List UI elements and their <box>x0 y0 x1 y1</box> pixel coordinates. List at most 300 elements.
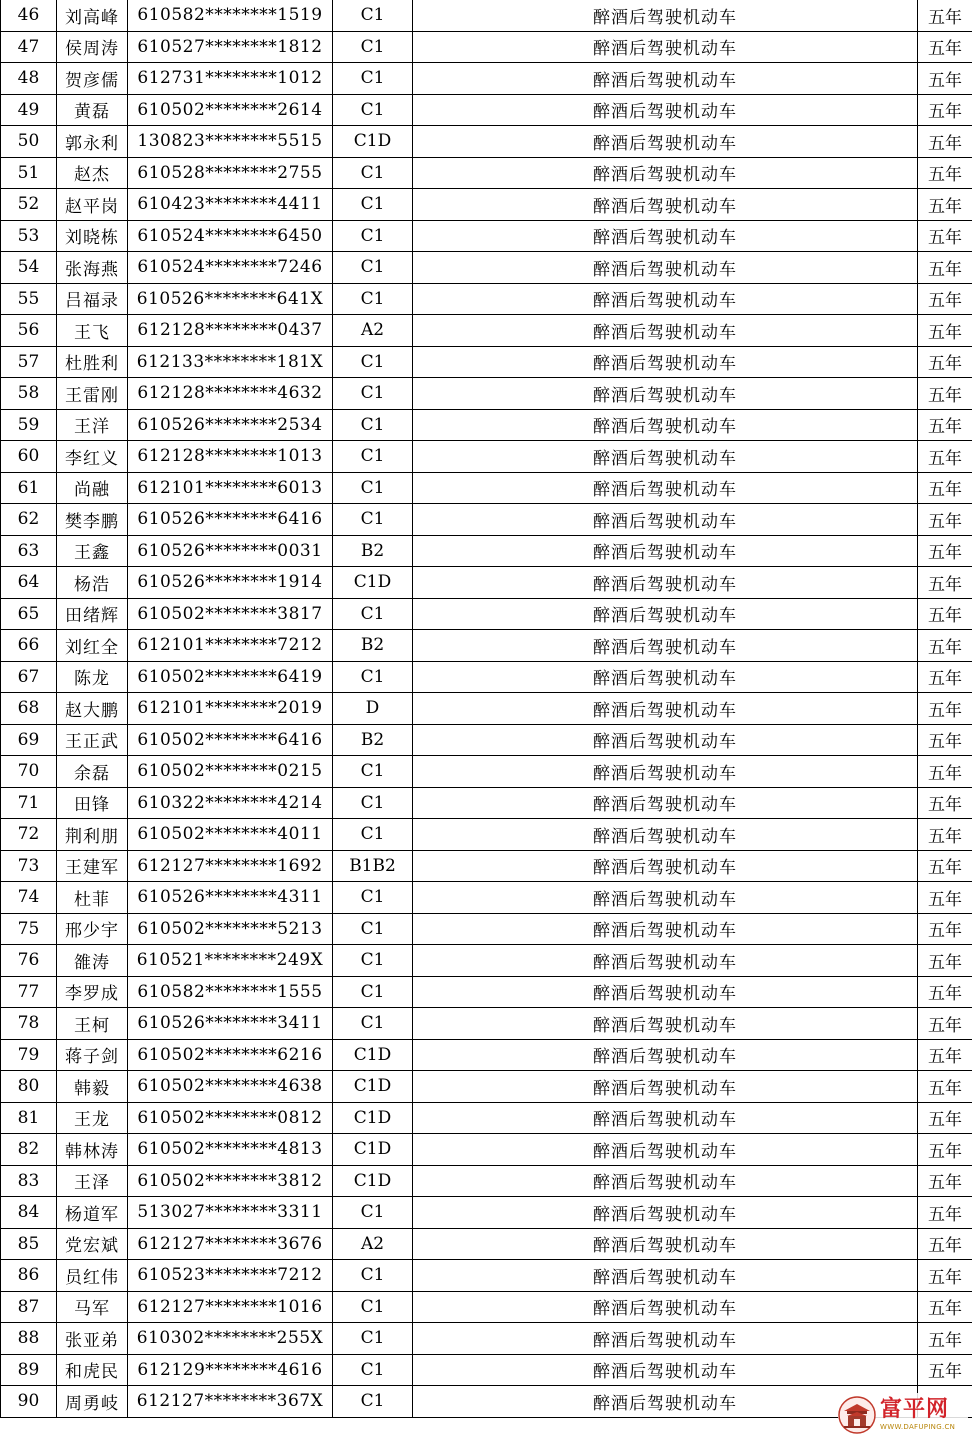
cell-name: 张海燕 <box>57 252 128 284</box>
cell-id-number: 610526********0031 <box>128 535 333 567</box>
cell-id-number: 610502********6416 <box>128 724 333 756</box>
cell-id-number: 610502********5213 <box>128 913 333 945</box>
cell-reason: 醉酒后驾驶机动车 <box>413 315 918 347</box>
cell-number: 73 <box>1 850 57 882</box>
cell-license-class: B2 <box>333 724 413 756</box>
table-row <box>1 378 972 410</box>
cell-name: 马军 <box>57 1291 128 1323</box>
cell-name: 王飞 <box>57 315 128 347</box>
table-row <box>1 1102 972 1134</box>
cell-reason: 醉酒后驾驶机动车 <box>413 1323 918 1355</box>
cell-number: 89 <box>1 1354 57 1386</box>
table-row <box>1 1071 972 1103</box>
cell-name: 王龙 <box>57 1102 128 1134</box>
cell-term: 五年 <box>918 1197 972 1229</box>
cell-number: 48 <box>1 63 57 95</box>
cell-license-class: C1 <box>333 882 413 914</box>
cell-reason: 醉酒后驾驶机动车 <box>413 220 918 252</box>
table-row <box>1 819 972 851</box>
cell-number: 61 <box>1 472 57 504</box>
cell-id-number: 610322********4214 <box>128 787 333 819</box>
cell-name: 荆利朋 <box>57 819 128 851</box>
table-row <box>1 693 972 725</box>
cell-number: 79 <box>1 1039 57 1071</box>
cell-name: 杜菲 <box>57 882 128 914</box>
cell-license-class: C1 <box>333 504 413 536</box>
cell-license-class: C1D <box>333 1165 413 1197</box>
watermark-site-url: WWW.DAFUPING.CN <box>880 1423 956 1431</box>
cell-id-number: 610526********1914 <box>128 567 333 599</box>
cell-license-class: C1D <box>333 1102 413 1134</box>
cell-id-number: 610502********4638 <box>128 1071 333 1103</box>
cell-id-number: 612127********1692 <box>128 850 333 882</box>
table-row <box>1 787 972 819</box>
cell-name: 韩毅 <box>57 1071 128 1103</box>
cell-name: 党宏斌 <box>57 1228 128 1260</box>
cell-id-number: 610523********7212 <box>128 1260 333 1292</box>
cell-name: 张亚弟 <box>57 1323 128 1355</box>
cell-id-number: 612128********0437 <box>128 315 333 347</box>
cell-name: 刘高峰 <box>57 0 128 31</box>
table-row <box>1 441 972 473</box>
cell-number: 70 <box>1 756 57 788</box>
cell-license-class: C1 <box>333 189 413 221</box>
cell-name: 赵杰 <box>57 157 128 189</box>
cell-reason: 醉酒后驾驶机动车 <box>413 252 918 284</box>
cell-number: 71 <box>1 787 57 819</box>
cell-reason: 醉酒后驾驶机动车 <box>413 756 918 788</box>
cell-number: 87 <box>1 1291 57 1323</box>
cell-license-class: C1 <box>333 1323 413 1355</box>
cell-name: 韩林涛 <box>57 1134 128 1166</box>
cell-term: 五年 <box>918 976 972 1008</box>
cell-number: 83 <box>1 1165 57 1197</box>
cell-reason: 醉酒后驾驶机动车 <box>413 945 918 977</box>
cell-reason: 醉酒后驾驶机动车 <box>413 1386 918 1418</box>
cell-license-class: C1 <box>333 945 413 977</box>
table-row <box>1 220 972 252</box>
cell-name: 刘红全 <box>57 630 128 662</box>
cell-license-class: C1 <box>333 598 413 630</box>
cell-reason: 醉酒后驾驶机动车 <box>413 1228 918 1260</box>
cell-name: 余磊 <box>57 756 128 788</box>
table-row <box>1 504 972 536</box>
table-row <box>1 724 972 756</box>
table-row <box>1 1197 972 1229</box>
table-row <box>1 630 972 662</box>
cell-number: 74 <box>1 882 57 914</box>
cell-id-number: 513027********3311 <box>128 1197 333 1229</box>
cell-id-number: 610526********641X <box>128 283 333 315</box>
cell-number: 90 <box>1 1386 57 1418</box>
cell-number: 65 <box>1 598 57 630</box>
cell-id-number: 610528********2755 <box>128 157 333 189</box>
cell-license-class: B1B2 <box>333 850 413 882</box>
cell-reason: 醉酒后驾驶机动车 <box>413 1165 918 1197</box>
cell-id-number: 612101********6013 <box>128 472 333 504</box>
cell-name: 赵大鹏 <box>57 693 128 725</box>
table-row <box>1 346 972 378</box>
cell-id-number: 612133********181X <box>128 346 333 378</box>
cell-reason: 醉酒后驾驶机动车 <box>413 283 918 315</box>
cell-reason: 醉酒后驾驶机动车 <box>413 157 918 189</box>
cell-reason: 醉酒后驾驶机动车 <box>413 1354 918 1386</box>
cell-reason: 醉酒后驾驶机动车 <box>413 472 918 504</box>
cell-license-class: C1 <box>333 94 413 126</box>
cell-id-number: 610502********6419 <box>128 661 333 693</box>
cell-license-class: C1 <box>333 1008 413 1040</box>
table-row <box>1 850 972 882</box>
table-row <box>1 189 972 221</box>
cell-name: 雒涛 <box>57 945 128 977</box>
cell-license-class: C1 <box>333 63 413 95</box>
cell-license-class: C1 <box>333 31 413 63</box>
cell-name: 杜胜利 <box>57 346 128 378</box>
cell-name: 郭永利 <box>57 126 128 158</box>
cell-id-number: 610502********3817 <box>128 598 333 630</box>
cell-id-number: 610502********4011 <box>128 819 333 851</box>
table-row <box>1 1354 972 1386</box>
cell-name: 王雷刚 <box>57 378 128 410</box>
cell-term: 五年 <box>918 1323 972 1355</box>
table-row <box>1 756 972 788</box>
cell-id-number: 610502********4813 <box>128 1134 333 1166</box>
cell-id-number: 610502********0215 <box>128 756 333 788</box>
cell-name: 尚融 <box>57 472 128 504</box>
cell-name: 贺彦儒 <box>57 63 128 95</box>
cell-name: 员红伟 <box>57 1260 128 1292</box>
cell-term: 五年 <box>918 31 972 63</box>
cell-reason: 醉酒后驾驶机动车 <box>413 819 918 851</box>
table-row <box>1 882 972 914</box>
cell-name: 和虎民 <box>57 1354 128 1386</box>
cell-term: 五年 <box>918 189 972 221</box>
table-row <box>1 31 972 63</box>
cell-reason: 醉酒后驾驶机动车 <box>413 693 918 725</box>
cell-number: 54 <box>1 252 57 284</box>
cell-term: 五年 <box>918 409 972 441</box>
cell-license-class: C1 <box>333 283 413 315</box>
cell-number: 69 <box>1 724 57 756</box>
cell-name: 赵平岗 <box>57 189 128 221</box>
cell-reason: 醉酒后驾驶机动车 <box>413 1134 918 1166</box>
cell-id-number: 610526********4311 <box>128 882 333 914</box>
cell-term: 五年 <box>918 94 972 126</box>
table-row <box>1 567 972 599</box>
cell-number: 64 <box>1 567 57 599</box>
cell-term: 五年 <box>918 598 972 630</box>
cell-id-number: 612127********1016 <box>128 1291 333 1323</box>
cell-name: 樊李鹏 <box>57 504 128 536</box>
cell-reason: 醉酒后驾驶机动车 <box>413 1008 918 1040</box>
cell-term: 五年 <box>918 819 972 851</box>
cell-id-number: 610423********4411 <box>128 189 333 221</box>
cell-number: 66 <box>1 630 57 662</box>
cell-term: 五年 <box>918 630 972 662</box>
table-row <box>1 283 972 315</box>
cell-term: 五年 <box>918 567 972 599</box>
cell-name: 刘晓栋 <box>57 220 128 252</box>
cell-reason: 醉酒后驾驶机动车 <box>413 1260 918 1292</box>
cell-name: 杨浩 <box>57 567 128 599</box>
cell-term: 五年 <box>918 283 972 315</box>
cell-number: 53 <box>1 220 57 252</box>
cell-id-number: 610524********7246 <box>128 252 333 284</box>
cell-id-number: 610524********6450 <box>128 220 333 252</box>
cell-term: 五年 <box>918 252 972 284</box>
table-row <box>1 913 972 945</box>
cell-license-class: C1 <box>333 252 413 284</box>
cell-term: 五年 <box>918 1039 972 1071</box>
cell-number: 82 <box>1 1134 57 1166</box>
cell-license-class: C1 <box>333 787 413 819</box>
cell-id-number: 610582********1519 <box>128 0 333 31</box>
cell-license-class: D <box>333 693 413 725</box>
cell-license-class: C1D <box>333 1071 413 1103</box>
cell-id-number: 610582********1555 <box>128 976 333 1008</box>
cell-term: 五年 <box>918 693 972 725</box>
cell-term: 五年 <box>918 126 972 158</box>
cell-term: 五年 <box>918 945 972 977</box>
table-row <box>1 157 972 189</box>
table-row <box>1 1291 972 1323</box>
cell-license-class: C1 <box>333 1291 413 1323</box>
cell-license-class: C1 <box>333 378 413 410</box>
cell-number: 52 <box>1 189 57 221</box>
cell-id-number: 612129********4616 <box>128 1354 333 1386</box>
cell-term: 五年 <box>918 756 972 788</box>
cell-license-class: C1 <box>333 472 413 504</box>
cell-license-class: C1D <box>333 1039 413 1071</box>
cell-term: 五年 <box>918 63 972 95</box>
cell-reason: 醉酒后驾驶机动车 <box>413 1102 918 1134</box>
table-row <box>1 1323 972 1355</box>
cell-term: 五年 <box>918 1354 972 1386</box>
cell-name: 王柯 <box>57 1008 128 1040</box>
cell-id-number: 610526********6416 <box>128 504 333 536</box>
cell-term: 五年 <box>918 220 972 252</box>
cell-term: 五年 <box>918 1134 972 1166</box>
cell-number: 76 <box>1 945 57 977</box>
cell-license-class: C1 <box>333 661 413 693</box>
table-row <box>1 661 972 693</box>
table-row <box>1 1165 972 1197</box>
cell-license-class: C1 <box>333 1260 413 1292</box>
cell-number: 55 <box>1 283 57 315</box>
cell-term: 五年 <box>918 315 972 347</box>
cell-number: 77 <box>1 976 57 1008</box>
cell-name: 周勇岐 <box>57 1386 128 1418</box>
cell-reason: 醉酒后驾驶机动车 <box>413 724 918 756</box>
cell-id-number: 610527********1812 <box>128 31 333 63</box>
cell-license-class: C1D <box>333 1134 413 1166</box>
cell-number: 80 <box>1 1071 57 1103</box>
cell-id-number: 610302********255X <box>128 1323 333 1355</box>
cell-number: 81 <box>1 1102 57 1134</box>
cell-number: 88 <box>1 1323 57 1355</box>
cell-number: 49 <box>1 94 57 126</box>
cell-id-number: 612128********1013 <box>128 441 333 473</box>
cell-number: 59 <box>1 409 57 441</box>
table-body <box>1 0 972 1417</box>
table-row <box>1 472 972 504</box>
cell-license-class: C1 <box>333 756 413 788</box>
table-row <box>1 409 972 441</box>
cell-reason: 醉酒后驾驶机动车 <box>413 630 918 662</box>
cell-reason: 醉酒后驾驶机动车 <box>413 787 918 819</box>
cell-name: 王正武 <box>57 724 128 756</box>
cell-number: 67 <box>1 661 57 693</box>
cell-id-number: 610502********0812 <box>128 1102 333 1134</box>
table-row <box>1 1134 972 1166</box>
cell-id-number: 130823********5515 <box>128 126 333 158</box>
cell-reason: 醉酒后驾驶机动车 <box>413 1291 918 1323</box>
pagoda-gate-icon <box>838 1396 876 1434</box>
cell-license-class: C1D <box>333 126 413 158</box>
cell-license-class: C1 <box>333 976 413 1008</box>
table-row <box>1 94 972 126</box>
cell-id-number: 610521********249X <box>128 945 333 977</box>
cell-reason: 醉酒后驾驶机动车 <box>413 346 918 378</box>
cell-number: 50 <box>1 126 57 158</box>
cell-number: 85 <box>1 1228 57 1260</box>
cell-id-number: 612101********7212 <box>128 630 333 662</box>
cell-number: 78 <box>1 1008 57 1040</box>
cell-number: 72 <box>1 819 57 851</box>
cell-number: 84 <box>1 1197 57 1229</box>
cell-term: 五年 <box>918 882 972 914</box>
cell-number: 47 <box>1 31 57 63</box>
cell-reason: 醉酒后驾驶机动车 <box>413 1197 918 1229</box>
cell-reason: 醉酒后驾驶机动车 <box>413 850 918 882</box>
cell-license-class: C1 <box>333 1197 413 1229</box>
cell-term: 五年 <box>918 1291 972 1323</box>
cell-license-class: C1 <box>333 346 413 378</box>
cell-reason: 醉酒后驾驶机动车 <box>413 31 918 63</box>
cell-name: 王鑫 <box>57 535 128 567</box>
cell-term: 五年 <box>918 346 972 378</box>
table-row <box>1 1039 972 1071</box>
table-row <box>1 1008 972 1040</box>
cell-term: 五年 <box>918 661 972 693</box>
cell-term: 五年 <box>918 1071 972 1103</box>
cell-license-class: C1 <box>333 157 413 189</box>
cell-id-number: 610526********2534 <box>128 409 333 441</box>
cell-name: 邢少宇 <box>57 913 128 945</box>
cell-license-class: C1 <box>333 220 413 252</box>
table-row <box>1 315 972 347</box>
cell-term: 五年 <box>918 1228 972 1260</box>
cell-term: 五年 <box>918 724 972 756</box>
cell-id-number: 610526********3411 <box>128 1008 333 1040</box>
cell-term: 五年 <box>918 504 972 536</box>
cell-id-number: 612731********1012 <box>128 63 333 95</box>
cell-term: 五年 <box>918 378 972 410</box>
cell-reason: 醉酒后驾驶机动车 <box>413 661 918 693</box>
cell-term: 五年 <box>918 0 972 31</box>
table-row <box>1 1386 972 1418</box>
cell-term: 五年 <box>918 913 972 945</box>
cell-reason: 醉酒后驾驶机动车 <box>413 1039 918 1071</box>
cell-reason: 醉酒后驾驶机动车 <box>413 1071 918 1103</box>
cell-term: 五年 <box>918 1165 972 1197</box>
cell-number: 86 <box>1 1260 57 1292</box>
cell-id-number: 612101********2019 <box>128 693 333 725</box>
cell-number: 62 <box>1 504 57 536</box>
cell-number: 60 <box>1 441 57 473</box>
cell-license-class: C1 <box>333 409 413 441</box>
cell-reason: 醉酒后驾驶机动车 <box>413 913 918 945</box>
cell-number: 68 <box>1 693 57 725</box>
cell-number: 58 <box>1 378 57 410</box>
cell-license-class: A2 <box>333 1228 413 1260</box>
cell-id-number: 612128********4632 <box>128 378 333 410</box>
cell-number: 51 <box>1 157 57 189</box>
cell-id-number: 610502********3812 <box>128 1165 333 1197</box>
cell-reason: 醉酒后驾驶机动车 <box>413 378 918 410</box>
cell-id-number: 610502********6216 <box>128 1039 333 1071</box>
cell-license-class: C1 <box>333 913 413 945</box>
cell-reason: 醉酒后驾驶机动车 <box>413 598 918 630</box>
cell-license-class: C1D <box>333 567 413 599</box>
cell-term: 五年 <box>918 850 972 882</box>
cell-license-class: C1 <box>333 819 413 851</box>
cell-reason: 醉酒后驾驶机动车 <box>413 441 918 473</box>
site-watermark-logo <box>838 1393 968 1437</box>
cell-reason: 醉酒后驾驶机动车 <box>413 882 918 914</box>
cell-reason: 醉酒后驾驶机动车 <box>413 567 918 599</box>
table-row <box>1 63 972 95</box>
cell-number: 56 <box>1 315 57 347</box>
table-row <box>1 0 972 31</box>
table-row <box>1 1228 972 1260</box>
cell-name: 杨道军 <box>57 1197 128 1229</box>
cell-id-number: 612127********3676 <box>128 1228 333 1260</box>
cell-name: 田锋 <box>57 787 128 819</box>
table-row <box>1 535 972 567</box>
cell-name: 李红义 <box>57 441 128 473</box>
cell-number: 63 <box>1 535 57 567</box>
table-row <box>1 1260 972 1292</box>
cell-reason: 醉酒后驾驶机动车 <box>413 94 918 126</box>
cell-term: 五年 <box>918 1260 972 1292</box>
table-row <box>1 126 972 158</box>
cell-reason: 醉酒后驾驶机动车 <box>413 409 918 441</box>
cell-reason: 醉酒后驾驶机动车 <box>413 63 918 95</box>
cell-license-class: B2 <box>333 630 413 662</box>
cell-name: 蒋子剑 <box>57 1039 128 1071</box>
cell-license-class: A2 <box>333 315 413 347</box>
cell-term: 五年 <box>918 157 972 189</box>
cell-id-number: 612127********367X <box>128 1386 333 1418</box>
cell-term: 五年 <box>918 787 972 819</box>
watermark-site-name: 富平网 <box>880 1397 950 1422</box>
cell-license-class: C1 <box>333 0 413 31</box>
cell-reason: 醉酒后驾驶机动车 <box>413 126 918 158</box>
cell-term: 五年 <box>918 472 972 504</box>
cell-term: 五年 <box>918 535 972 567</box>
cell-reason: 醉酒后驾驶机动车 <box>413 535 918 567</box>
cell-term: 五年 <box>918 1102 972 1134</box>
table-row <box>1 945 972 977</box>
cell-reason: 醉酒后驾驶机动车 <box>413 976 918 1008</box>
cell-name: 王建军 <box>57 850 128 882</box>
cell-number: 75 <box>1 913 57 945</box>
cell-reason: 醉酒后驾驶机动车 <box>413 504 918 536</box>
cell-number: 57 <box>1 346 57 378</box>
cell-name: 李罗成 <box>57 976 128 1008</box>
cell-license-class: C1 <box>333 441 413 473</box>
